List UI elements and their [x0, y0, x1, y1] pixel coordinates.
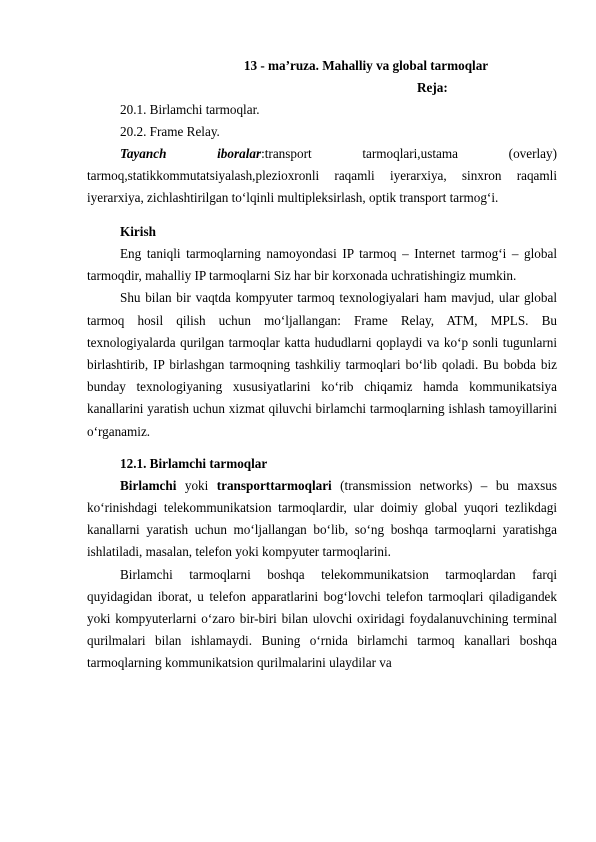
section-paragraph-1: [87, 475, 557, 564]
plan-item: 20.1. Birlamchi tarmoqlar.: [120, 102, 260, 117]
term-primary: Birlamchi: [120, 477, 177, 493]
paragraph-rest: (transmission networks) – bu maxsus ko‘rinishdagi telekommunikatsion tarmoqlardir, ular doimiy global yuqori tezlikdagi kanallarni yaratish uchun mo‘ljallangan bo‘lib, so‘ng boshqa tarmoqlarni yaratishga ishlatiladi, masalan, telefon yoki kompyuter tarmoqlarini.: [87, 477, 557, 560]
keywords-label: Tayanch iboralar: [120, 146, 262, 161]
intro-heading: Kirish: [120, 224, 156, 239]
page-content: [87, 55, 557, 675]
plan-label: Reja:: [417, 80, 448, 95]
term-transport: transporttarmoqlari: [216, 477, 332, 493]
keywords-paragraph: [87, 143, 557, 209]
section-heading: 12.1. Birlamchi tarmoqlar: [120, 455, 268, 471]
lecture-title: 13 - ma’ruza. Mahalliy va global tarmoqlar: [243, 58, 489, 73]
intro-paragraph-2: Shu bilan bir vaqtda kompyuter tarmoq texnologiyalari ham mavjud, ular global tarmoq hosil qilish uchun mo‘ljallangan: Frame Relay, ATM, MPLS. Bu texnologiyalarda qurilgan tarmoqlar katta hududlarni qoplaydi va ko‘p sonli tugunlarni birlashtirib, IP birlashgan tarmoqning tashkiliy tarmoqlari bo‘lib qoladi. Bu bobda biz bunday texnologiyaning xususiyatlarini ko‘rib chiqamiz hamda kommunikatsiya kanallarini yaratish uchun xizmat qiluvchi birlamchi tarmoqlarning ishlash tamoyillarini o‘rganamiz.: [87, 290, 557, 439]
section-paragraph-2: Birlamchi tarmoqlarni boshqa telekommunikatsion tarmoqlardan farqi quyidagidan iborat, u telefon apparatlarini bog‘lovchi telefon tarmoqlari qiladigandek yoki kompyuterlarni o‘zaro bir-biri bilan ulovchi oxiridagi foydalanuvchining terminal qurilmalari bilan ishlamaydi. Buning o‘rnida birlamchi tarmoq kanallari boshqa tarmoqlarning kommunikatsion qurilmalarini ulaydilar va: [87, 566, 557, 671]
intro-paragraph-1: Eng taniqli tarmoqlarning namoyondasi IP tarmoq – Internet tarmog‘i – global tarmoqdir, mahalliy IP tarmoqlarni Siz har bir korxonada uchratishingiz mumkin.: [87, 246, 557, 284]
keywords-text: :transport tarmoqlari,ustama (overlay) tarmoq,statikkommutatsiyalash,plezioxronli raqamli iyerarxiya, sinxron raqamli iyerarxiya, zichlashtirilgan to‘lqinli multipleksirlash, optik transport tarmog‘i.: [87, 146, 558, 205]
term-connector: yoki: [176, 477, 217, 493]
plan-item: 20.2. Frame Relay.: [120, 124, 220, 139]
